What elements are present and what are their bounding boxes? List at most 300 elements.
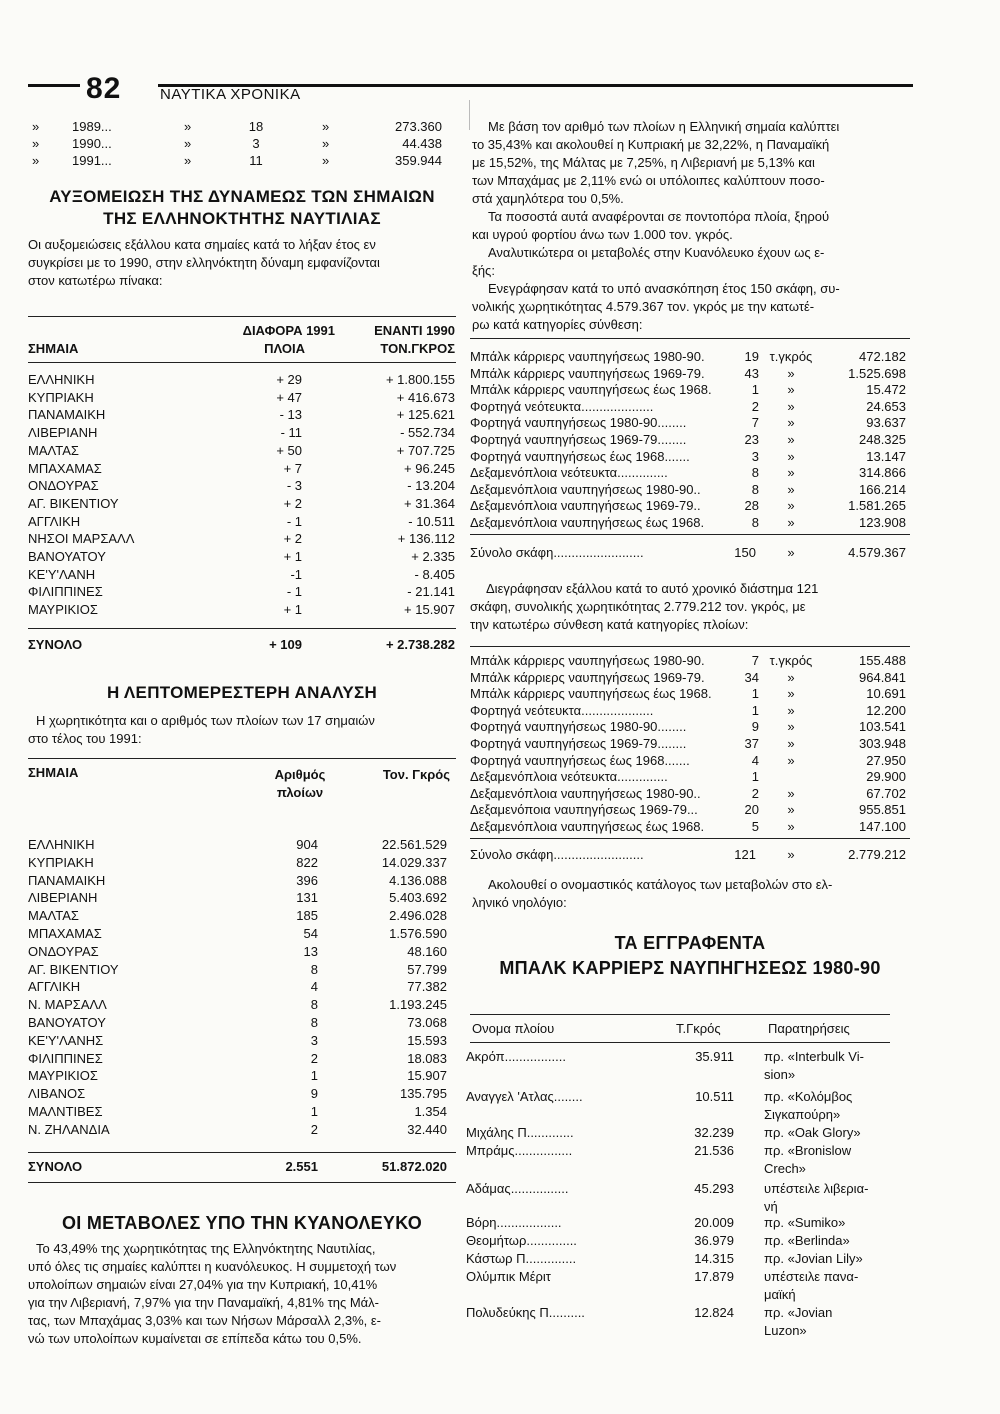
category-grt: 955.851 (859, 802, 906, 818)
paragraph-line: νώ των υπολοίπων κυμαίνεται σε επίπεδα κάτω του 0,5%. (28, 1331, 362, 1346)
table1-ships-diff: - 11 (280, 425, 302, 441)
category-unit: » (787, 382, 795, 398)
total-grt: 2.779.212 (848, 847, 906, 862)
total-label: Σύνολο σκάφη......................... (470, 545, 644, 560)
section2-title-box (28, 682, 456, 704)
table2-total-rule (28, 1152, 456, 1153)
category-grt: 12.200 (866, 702, 906, 718)
category-count: 1 (751, 686, 759, 702)
table2-grt: 18.083 (407, 1050, 447, 1066)
category-unit: » (787, 736, 795, 751)
category-label: Φορτηγά ναυπηγήσεως 1980-90........ (470, 719, 687, 735)
header-rule-left (28, 84, 80, 87)
paragraph-line: των Μπαχάμας με 2,11% ενώ οι υπόλοιπες καλύπτουν ποσο- (472, 173, 825, 188)
ship-note-continued: νή (764, 1199, 778, 1214)
category-label: Φορτηγά νεότευκτα.................... (470, 398, 654, 414)
total-grt: 4.579.367 (848, 545, 906, 560)
table2-ship-count: 4 (310, 979, 318, 995)
table1-total-label: ΣΥΝΟΛΟ (28, 637, 83, 652)
category-label: Δεξαμενόπλοια ναυπηγήσεως 1980-90.. (470, 785, 701, 801)
category-count: 23 (744, 432, 759, 447)
top-row-value: 273.360 (395, 119, 442, 134)
category-grt: 103.541 (859, 719, 906, 735)
table1-grt-diff: - 21.141 (407, 584, 455, 600)
table1-grt-diff: + 125.621 (396, 407, 455, 423)
table2-flag: ΜΑΛΝΤΙΒΕΣ (28, 1104, 103, 1119)
ship-grt: 36.979 (694, 1233, 734, 1248)
table1-ships-diff: + 50 (276, 442, 302, 458)
table1-ships-diff: + 29 (276, 372, 302, 387)
table2-ship-count: 1 (310, 1068, 318, 1084)
table1-header-vs: ΤΟΝ.ΓΚΡΟΣ (380, 341, 455, 356)
table1-flag: ΠΑΝΑΜΑΙΚΗ (28, 407, 106, 423)
table2-grt: 1.576.590 (389, 926, 447, 941)
table2-grt: 5.403.692 (389, 890, 447, 906)
table1-grt-diff: - 552.734 (400, 425, 455, 441)
category-count: 37 (744, 736, 759, 751)
top-row-count: 3 (252, 136, 260, 151)
ship-note: πρ. «Bronislow (764, 1143, 852, 1158)
category-count: 1 (751, 702, 759, 718)
section2-intro (28, 712, 458, 748)
top-row-quote: » (322, 119, 330, 134)
section1-title (28, 186, 456, 230)
paragraph-line: Ακολουθεί ο ονομαστικός κατάλογος των μεταβολών στο ελ- (488, 877, 833, 892)
ships-title-line2: ΜΠΑΛΚ ΚΑΡΡΙΕΡΣ ΝΑΥΠΗΓΗΣΕΩΣ 1980-90 (499, 958, 881, 978)
ship-grt: 45.293 (694, 1181, 734, 1196)
intro-line: στον κατωτέρω πίνακα: (28, 273, 163, 288)
ship-note: πρ. «Jovian Lily» (764, 1251, 863, 1266)
table2-ship-count: 8 (310, 1015, 318, 1030)
paragraph-line: Με βάση τον αριθμό των πλοίων η Ελληνική σημαία καλύπτει (488, 119, 840, 134)
table1-ships-diff: + 2 (283, 531, 302, 547)
category-unit: » (787, 448, 795, 464)
top-row-quote: » (32, 153, 40, 168)
category-unit: τ.γκρός (769, 653, 813, 668)
category-unit: » (787, 398, 795, 414)
category-unit: » (787, 365, 795, 381)
table2-top-rule (28, 758, 456, 759)
category-grt: 13.147 (866, 448, 906, 464)
ship-grt: 20.009 (694, 1215, 734, 1230)
category-unit: » (787, 702, 795, 718)
category-label: Μπάλκ κάρριερς ναυπηγήσεως 1969-79. (470, 669, 705, 685)
table1-ships-diff: + 1 (283, 602, 302, 618)
table1-flag: ΑΓΓΛΙΚΗ (28, 513, 81, 529)
ship-note-continued: sion» (764, 1067, 796, 1082)
table2-grt: 15.593 (407, 1032, 447, 1048)
table2-flag: ΚΕ'Υ'ΛΑΝΗΣ (28, 1032, 104, 1048)
category-grt: 964.841 (859, 669, 906, 685)
table2-ship-count: 8 (310, 961, 318, 977)
table2-ship-count: 9 (310, 1086, 318, 1102)
table1-total-rule (28, 628, 456, 629)
category-label: Μπάλκ κάρριερς ναυπηγήσεως 1980-90. (470, 349, 705, 364)
page-number: 82 (86, 72, 122, 105)
category-unit: » (787, 719, 795, 735)
top-row-value: 44.438 (402, 136, 442, 151)
table1-ships-diff: + 47 (276, 389, 302, 405)
category-count: 1 (751, 382, 759, 398)
ship-grt: 32.239 (694, 1125, 734, 1140)
total-count: 121 (734, 847, 756, 862)
section2-title: Η ΛΕΠΤΟΜΕΡΕΣΤΕΡΗ ΑΝΑΛΥΣΗ (106, 683, 378, 702)
ship-name: Αδάμας................ (466, 1181, 569, 1196)
section3-title: ΟΙ ΜΕΤΑΒΟΛΕΣ ΥΠΟ ΤΗΝ ΚΥΑΝΟΛΕΥΚΟ (61, 1213, 423, 1233)
table1-grt-diff: - 10.511 (408, 513, 455, 529)
section3-title-box (28, 1212, 456, 1234)
ship-name: Πολυδεύκης Π.......... (466, 1305, 585, 1320)
section3-text (28, 1240, 458, 1348)
table1-ships-diff: + 2 (283, 495, 302, 511)
table2-grt: 22.561.529 (381, 837, 447, 852)
table2-grt: 1.354 (414, 1104, 447, 1119)
category-grt: 123.908 (859, 515, 906, 530)
category-unit: » (787, 415, 795, 431)
category-count: 7 (751, 653, 759, 668)
paragraph-line: για την Λιβεριανή, 7,97% για την Παναμαϊκή, 4,81% της Μάλ- (28, 1295, 379, 1310)
ships-header-notes: Παρατηρήσεις (768, 1021, 850, 1036)
ship-name: Βόρη.................. (466, 1215, 562, 1230)
category-count: 28 (744, 498, 759, 514)
table2-grt: 73.068 (407, 1015, 447, 1030)
top-row-quote: » (184, 136, 192, 151)
table2-ship-count: 396 (296, 872, 318, 888)
category-grt: 1.525.698 (848, 365, 906, 381)
section1-title-line2: ΤΗΣ ΕΛΛΗΝΟΚΤΗΤΗΣ ΝΑΥΤΙΛΙΑΣ (103, 209, 381, 228)
category-label: Δεξαμενόπλοια νεότευκτα.............. (470, 769, 668, 785)
table1-header-rule (28, 362, 456, 363)
ship-name: Μιχάλης Π............. (466, 1125, 574, 1140)
table2-ship-count: 185 (296, 908, 318, 924)
table1-flag: ΕΛΛΗΝΙΚΗ (28, 372, 95, 387)
paragraph-line: νολικής χωρητικότητας 4.579.367 τον. γκρός με την κατωτέ- (472, 299, 815, 314)
category-unit: » (787, 465, 795, 481)
ship-grt: 10.511 (695, 1089, 734, 1104)
table1-flag: ΦΙΛΙΠΠΙΝΕΣ (28, 584, 103, 600)
table2-flag: ΛΙΒΑΝΟΣ (28, 1086, 86, 1102)
category-unit: τ.γκρός (769, 349, 813, 364)
table2-header-grt: Τον. Γκρός (382, 767, 450, 782)
table2-ship-count: 2 (310, 1050, 318, 1066)
ship-note-continued: Crech» (764, 1161, 806, 1176)
paragraph-line: ρω κατά κατηγορίες σύνθεση: (472, 317, 643, 332)
ship-note: υπέστειλε λιβερια- (764, 1181, 869, 1196)
category-label: Φορτηγά ναυπηγήσεως έως 1968....... (470, 448, 690, 464)
table1-grt-diff: + 1.800.155 (385, 372, 455, 387)
ship-note: πρ. «Sumiko» (764, 1215, 846, 1230)
category-unit: » (787, 481, 795, 497)
paragraph-line: στά χαμηλότερα του 0,5%. (472, 191, 624, 206)
table1-ships-diff: + 1 (283, 549, 302, 564)
ship-name: Θεομήτωρ.............. (466, 1233, 577, 1248)
registered-top-rule (470, 338, 910, 339)
category-label: Μπάλκ κάρριερς ναυπηγήσεως 1969-79. (470, 365, 705, 381)
category-grt: 166.214 (859, 481, 906, 497)
category-count: 8 (751, 515, 759, 530)
category-label: Μπάλκ κάρριερς ναυπηγήσεως έως 1968. (470, 382, 712, 398)
table1-flag: ΟΝΔΟΥΡΑΣ (28, 478, 99, 494)
table1-flag: ΚΥΠΡΙΑΚΗ (28, 389, 94, 405)
category-count: 43 (744, 365, 759, 381)
table2-ship-count: 1 (310, 1104, 318, 1119)
category-label: Φορτηγά ναυπηγήσεως 1980-90........ (470, 415, 687, 431)
category-grt: 1.581.265 (848, 498, 906, 514)
ship-name: Ολύμπικ Μέριτ (466, 1269, 551, 1284)
category-unit: » (787, 498, 795, 514)
deleted-total-rule (470, 838, 910, 839)
right-paragraph3 (472, 876, 912, 912)
ship-note: πρ. «Κολόμβος (764, 1089, 853, 1104)
category-label: Δεξαμενόπλοια νεότευκτα.............. (470, 465, 668, 481)
table2-flag: ΕΛΛΗΝΙΚΗ (28, 837, 95, 852)
category-grt: 29.900 (866, 769, 906, 785)
table1-flag: ΜΑΛΤΑΣ (28, 442, 79, 458)
deleted-top-rule (470, 646, 910, 647)
table2-grt: 1.193.245 (389, 997, 447, 1013)
table1-flag: ΚΕ'Υ'ΛΑΝΗ (28, 566, 96, 582)
intro-line: Οι αυξομειώσεις εξάλλου κατα σημαίες κατά το λήξαν έτος εν (28, 237, 376, 252)
table1-ships-diff: - 3 (286, 478, 302, 494)
ship-name: Ακρόπ................. (466, 1049, 566, 1064)
table1-header-flag: ΣΗΜΑΙΑ (28, 341, 79, 356)
table2-total-grt: 51.872.020 (381, 1159, 447, 1174)
table2-flag: ΠΑΝΑΜΑΙΚΗ (28, 872, 106, 888)
ship-grt: 21.536 (694, 1143, 734, 1158)
category-unit: » (787, 819, 795, 834)
paragraph-line: Τα ποσοστά αυτά αναφέρονται σε ποντοπόρα πλοία, ξηρού (488, 209, 830, 224)
table1-grt-diff: + 136.112 (397, 531, 455, 547)
table1-flag: ΜΠΑΧΑΜΑΣ (28, 460, 102, 476)
category-grt: 147.100 (859, 819, 906, 834)
paragraph-line: Αναλυτικώτερα οι μεταβολές στην Κυανόλευκο έχουν ως ε- (488, 245, 825, 260)
ship-note: πρ. «Oak Glory» (764, 1125, 861, 1140)
category-label: Φορτηγά νεότευκτα.................... (470, 702, 654, 718)
ship-grt: 14.315 (694, 1251, 734, 1266)
table2-bottom-rule (28, 1182, 456, 1183)
table2-ship-count: 54 (303, 926, 318, 941)
table2-ship-count: 13 (303, 943, 318, 959)
category-label: Μπάλκ κάρριερς ναυπηγήσεως 1980-90. (470, 653, 705, 668)
top-row-quote: » (184, 153, 192, 168)
table1-ships-diff: - 1 (286, 584, 302, 600)
ship-grt: 12.824 (694, 1305, 734, 1320)
top-row-quote: » (184, 119, 192, 134)
category-grt: 472.182 (859, 349, 906, 364)
table2-grt: 15.907 (407, 1068, 447, 1084)
section1-title-line1: ΑΥΞΟΜΕΙΩΣΗ ΤΗΣ ΔΥΝΑΜΕΩΣ ΤΩΝ ΣΗΜΑΙΩΝ (49, 187, 435, 206)
registered-ships-title (470, 930, 910, 980)
intro-line: στο τέλος του 1991: (28, 731, 142, 746)
table1-header-diff: ΠΛΟΙΑ (264, 341, 305, 356)
ship-note: πρ. «Interbulk Vi- (764, 1049, 864, 1064)
top-row-value: 359.944 (395, 153, 442, 168)
top-row-count: 18 (248, 119, 264, 134)
table1-grt-diff: + 15.907 (404, 602, 455, 618)
table2-flag: ΜΑΥΡΙΚΙΟΣ (28, 1068, 98, 1084)
table2-flag: ΑΓ. ΒΙΚΕΝΤΙΟΥ (28, 961, 119, 977)
table2-header-count2: πλοίων (276, 785, 324, 800)
paragraph-line: σκάφη, συνολικής χωρητικότητας 2.779.212 τον. γκρός, με (470, 599, 806, 614)
table2-header-flag: ΣΗΜΑΙΑ (28, 765, 79, 780)
running-title: ΝΑΥΤΙΚΑ ΧΡΟΝΙΚΑ (160, 86, 301, 103)
paragraph-line: υπό όλες τις σημαίες καλύπτει η κυανόλευκος. Η συμμετοχή των (28, 1259, 397, 1274)
top-row-year: 1989... (72, 119, 112, 134)
top-row-quote: » (32, 119, 40, 134)
table2-flag: ΜΑΛΤΑΣ (28, 908, 79, 924)
ship-name: Κάστωρ Π.............. (466, 1251, 577, 1266)
table2-flag: ΟΝΔΟΥΡΑΣ (28, 943, 99, 959)
table1-grt-diff: + 31.364 (404, 495, 455, 511)
category-unit: » (787, 515, 795, 530)
category-label: Δεξαμενόπλοια ναυπηγήσεως έως 1968. (470, 515, 705, 530)
ships-header-grt: Τ.Γκρός (676, 1021, 721, 1036)
category-unit: » (787, 432, 795, 447)
category-label: Δεξαμενόπλοια ναυπηγήσεως 1980-90.. (470, 481, 701, 497)
category-label: Δεξαμενόποια ναυπηγήσεως 1969-79... (470, 802, 698, 818)
category-unit (766, 768, 816, 786)
table1-header-diff-top: ΔΙΑΦΟΡΑ 1991 (242, 323, 335, 338)
category-grt: 24.653 (866, 398, 906, 414)
ship-note: πρ. «Jovian (764, 1305, 833, 1320)
top-row-year: 1990... (72, 136, 112, 151)
table1-flag: ΛΙΒΕΡΙΑΝΗ (28, 425, 98, 441)
paragraph-line: ληνικό νηολόγιο: (472, 895, 567, 910)
category-count: 8 (751, 465, 759, 481)
top-row-quote: » (322, 136, 330, 151)
category-grt: 93.637 (866, 415, 906, 431)
ships-header-name: Ονομα πλοίου (472, 1021, 555, 1036)
category-label: Μπάλκ κάρριερς ναυπηγήσεως έως 1968. (470, 686, 712, 702)
category-grt: 155.488 (859, 653, 906, 668)
table1-total-ships: + 109 (269, 637, 302, 652)
table2-ship-count: 822 (296, 854, 318, 870)
table1-top-rule (28, 316, 456, 317)
table2-total-ships: 2.551 (285, 1159, 318, 1174)
ship-grt: 17.879 (694, 1269, 734, 1284)
table1-flag: ΒΑΝΟΥΑΤΟΥ (28, 549, 106, 564)
table1-flag: ΑΓ. ΒΙΚΕΝΤΙΟΥ (28, 495, 119, 511)
ships-top-rule (470, 1014, 890, 1015)
registered-total-rule (470, 534, 910, 535)
ship-note: πρ. «Berlinda» (764, 1233, 850, 1248)
paragraph-line: Ενεγράφησαν κατά το υπό ανασκόπηση έτος 150 σκάφη, συ- (488, 281, 840, 296)
table2-grt: 135.795 (400, 1086, 447, 1102)
table2-flag: Ν. ΜΑΡΣΑΛΛ (28, 997, 107, 1013)
table2-flag: ΚΥΠΡΙΑΚΗ (28, 854, 94, 870)
table2-ship-count: 904 (296, 837, 318, 852)
table1-flag: ΝΗΣΟΙ ΜΑΡΣΑΛΛ (28, 531, 135, 547)
ship-name: Αναγγελ 'Ατλας........ (466, 1089, 583, 1104)
table2-ship-count: 2 (310, 1121, 318, 1137)
ship-grt: 35.911 (695, 1049, 734, 1064)
table2-flag: ΦΙΛΙΠΠΙΝΕΣ (28, 1050, 103, 1066)
table2-flag: ΛΙΒΕΡΙΑΝΗ (28, 890, 98, 906)
total-unit: » (787, 847, 795, 862)
table1-grt-diff: + 707.725 (396, 442, 455, 458)
paragraph-line: το 35,43% και ακολουθεί η Κυπριακή με 32,22%, η Παναμαϊκή (472, 137, 830, 152)
ship-note: υπέστειλε πανα- (764, 1269, 859, 1284)
category-grt: 27.950 (866, 752, 906, 768)
category-count: 3 (751, 448, 759, 464)
table1-ships-diff: - 1 (286, 513, 302, 529)
table2-grt: 2.496.028 (389, 908, 447, 924)
category-count: 8 (751, 481, 759, 497)
table1-ships-diff: + 7 (283, 460, 302, 476)
paragraph-line: με 15,52%, της Μάλτας με 7,25%, η Λιβεριανή με 5,13% και (472, 155, 815, 170)
total-label: Σύνολο σκάφη......................... (470, 847, 644, 862)
table2-ship-count: 3 (310, 1032, 318, 1048)
category-label: Δεξαμενόπλοια ναυπηγήσεως έως 1968. (470, 819, 705, 834)
ship-note-continued: Luzon» (764, 1323, 807, 1338)
paragraph-line: Διεγράφησαν εξάλλου κατά το αυτό χρονικό διάστημα 121 (486, 581, 819, 596)
ship-note-continued: μαϊκή (764, 1287, 796, 1302)
ships-title-line1: ΤΑ ΕΓΓΡΑΦΕΝΤΑ (614, 933, 766, 953)
table1-flag: ΜΑΥΡΙΚΙΟΣ (28, 602, 98, 618)
category-unit: » (787, 802, 795, 818)
table1-grt-diff: + 2.335 (411, 549, 455, 564)
category-label: Φορτηγά ναυπηγήσεως 1969-79........ (470, 736, 687, 751)
category-count: 9 (751, 719, 759, 735)
paragraph-line: την κατωτέρω σύνθεση κατά κατηγορίες πλοίων: (470, 617, 749, 632)
category-unit: » (787, 752, 795, 768)
table2-grt: 4.136.088 (389, 872, 447, 888)
right-paragraph2 (470, 580, 910, 634)
column-separator (469, 100, 470, 130)
table2-grt: 48.160 (407, 943, 447, 959)
table2-flag: ΑΓΓΛΙΚΗ (28, 979, 81, 995)
table2-flag: ΒΑΝΟΥΑΤΟΥ (28, 1015, 106, 1030)
category-label: Φορτηγά ναυπηγήσεως έως 1968....... (470, 752, 690, 768)
table1-ships-diff: - 13 (279, 407, 302, 423)
category-count: 4 (751, 752, 759, 768)
category-grt: 15.472 (866, 382, 906, 398)
table1-grt-diff: - 13.204 (407, 478, 455, 494)
category-count: 19 (744, 349, 759, 364)
table2-header-count1: Αριθμός (274, 767, 326, 782)
table1-grt-diff: - 8.405 (414, 566, 455, 582)
table1-grt-diff: + 416.673 (396, 389, 455, 405)
paragraph-line: και υγρού φορτίου άνω των 1.000 τον. γκρός. (472, 227, 733, 242)
category-count: 34 (744, 669, 759, 685)
total-unit: » (787, 545, 795, 560)
category-unit: » (787, 669, 795, 685)
category-count: 20 (744, 802, 759, 818)
category-count: 5 (751, 819, 759, 834)
category-grt: 303.948 (859, 736, 906, 751)
table2-total-label: ΣΥΝΟΛΟ (28, 1159, 83, 1174)
table2-grt: 32.440 (407, 1121, 447, 1137)
table2-grt: 14.029.337 (381, 854, 447, 870)
table1-total-grt: + 2.738.282 (385, 637, 455, 652)
category-unit: » (787, 785, 795, 801)
category-count: 1 (751, 769, 759, 785)
table2-ship-count: 8 (310, 997, 318, 1013)
table1-ships-diff: -1 (290, 566, 302, 582)
section1-intro (28, 236, 458, 290)
table2-flag: ΜΠΑΧΑΜΑΣ (28, 926, 102, 941)
category-grt: 314.866 (859, 465, 906, 481)
total-count: 150 (734, 545, 756, 560)
top-row-quote: » (322, 153, 330, 168)
table2-grt: 57.799 (407, 961, 447, 977)
category-grt: 67.702 (866, 785, 906, 801)
top-row-quote: » (32, 136, 40, 151)
table2-ship-count: 131 (296, 890, 318, 906)
paragraph-line: τας, των Μπαχάμας 3,03% και των Νήσων Μάρσαλλ 2,3%, ε- (28, 1313, 381, 1328)
category-label: Φορτηγά ναυπηγήσεως 1969-79........ (470, 432, 687, 447)
ship-note-continued: Σιγκαπούρη» (764, 1107, 841, 1122)
